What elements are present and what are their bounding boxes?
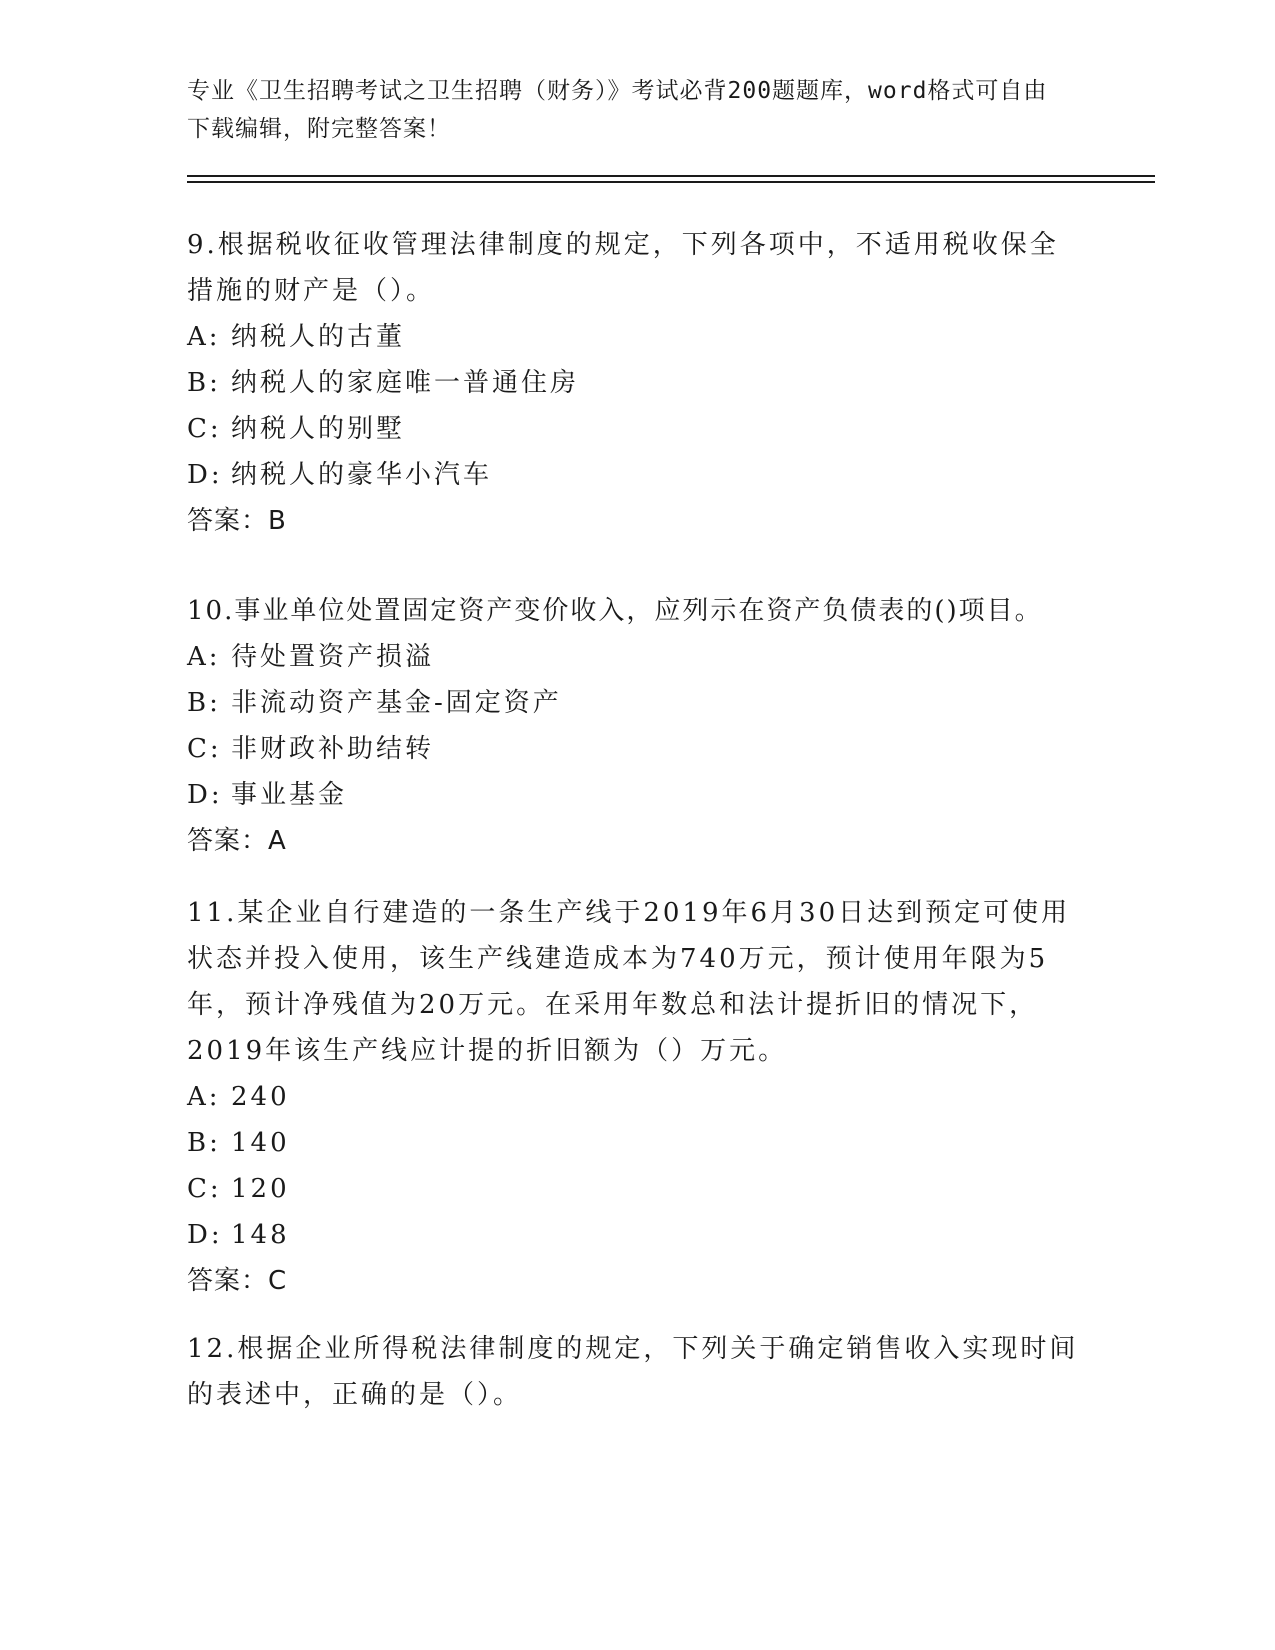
option-label: C: bbox=[187, 1174, 222, 1204]
option-label: A: bbox=[187, 1082, 221, 1112]
option-label: D: bbox=[187, 460, 223, 490]
option-text: 非流动资产基金-固定资产 bbox=[231, 688, 562, 718]
option-text: 非财政补助结转 bbox=[231, 734, 435, 764]
question-12 bbox=[187, 1326, 1087, 1418]
answer-line: 答案：B bbox=[187, 506, 287, 536]
question-stem: 11.某企业自行建造的一条生产线于2019年6月30日达到预定可使用状态并投入使用，该生产线建造成本为740万元，预计使用年限为5年，预计净残值为20万元。在采用年数总和法计提折旧的情况下，2019年该生产线应计提的折旧额为（）万元。 bbox=[187, 898, 1071, 1066]
option-d bbox=[187, 452, 1087, 498]
option-label: B: bbox=[187, 688, 221, 718]
option-text: 148 bbox=[231, 1220, 290, 1250]
answer-line: 答案：A bbox=[187, 826, 287, 856]
question-stem: 10.事业单位处置固定资产变价收入，应列示在资产负债表的()项目。 bbox=[187, 596, 1043, 626]
option-label: D: bbox=[187, 1220, 223, 1250]
option-c bbox=[187, 726, 1087, 772]
option-a bbox=[187, 314, 1087, 360]
document-intro: 专业《卫生招聘考试之卫生招聘（财务）》考试必背200题题库，word格式可自由下载编辑，附完整答案！ bbox=[187, 78, 1048, 142]
option-label: B: bbox=[187, 368, 221, 398]
option-d bbox=[187, 772, 1087, 818]
option-text: 纳税人的家庭唯一普通住房 bbox=[231, 368, 580, 398]
option-b bbox=[187, 680, 1087, 726]
option-label: A: bbox=[187, 642, 221, 672]
question-stem: 9.根据税收征收管理法律制度的规定，下列各项中，不适用税收保全措施的财产是（）。 bbox=[187, 230, 1059, 306]
option-text: 待处置资产损溢 bbox=[231, 642, 435, 672]
option-d bbox=[187, 1212, 1087, 1258]
question-9 bbox=[187, 222, 1087, 544]
option-b bbox=[187, 1120, 1087, 1166]
option-label: C: bbox=[187, 414, 222, 444]
header-rule-bottom bbox=[187, 181, 1155, 183]
question-stem: 12.根据企业所得税法律制度的规定，下列关于确定销售收入实现时间的表述中，正确的是（）。 bbox=[187, 1334, 1079, 1410]
option-text: 140 bbox=[231, 1128, 290, 1158]
option-a bbox=[187, 1074, 1087, 1120]
option-text: 事业基金 bbox=[231, 780, 348, 810]
option-text: 纳税人的别墅 bbox=[231, 414, 406, 444]
option-text: 240 bbox=[231, 1082, 290, 1112]
option-label: B: bbox=[187, 1128, 221, 1158]
option-label: D: bbox=[187, 780, 223, 810]
option-a bbox=[187, 634, 1087, 680]
option-c bbox=[187, 1166, 1087, 1212]
answer-line: 答案：C bbox=[187, 1266, 288, 1296]
option-text: 120 bbox=[231, 1174, 290, 1204]
option-b bbox=[187, 360, 1087, 406]
option-label: A: bbox=[187, 322, 221, 352]
header-rule-top bbox=[187, 175, 1155, 177]
option-text: 纳税人的古董 bbox=[231, 322, 406, 352]
option-label: C: bbox=[187, 734, 222, 764]
option-c bbox=[187, 406, 1087, 452]
question-10 bbox=[187, 588, 1087, 864]
option-text: 纳税人的豪华小汽车 bbox=[231, 460, 493, 490]
question-11 bbox=[187, 890, 1087, 1304]
